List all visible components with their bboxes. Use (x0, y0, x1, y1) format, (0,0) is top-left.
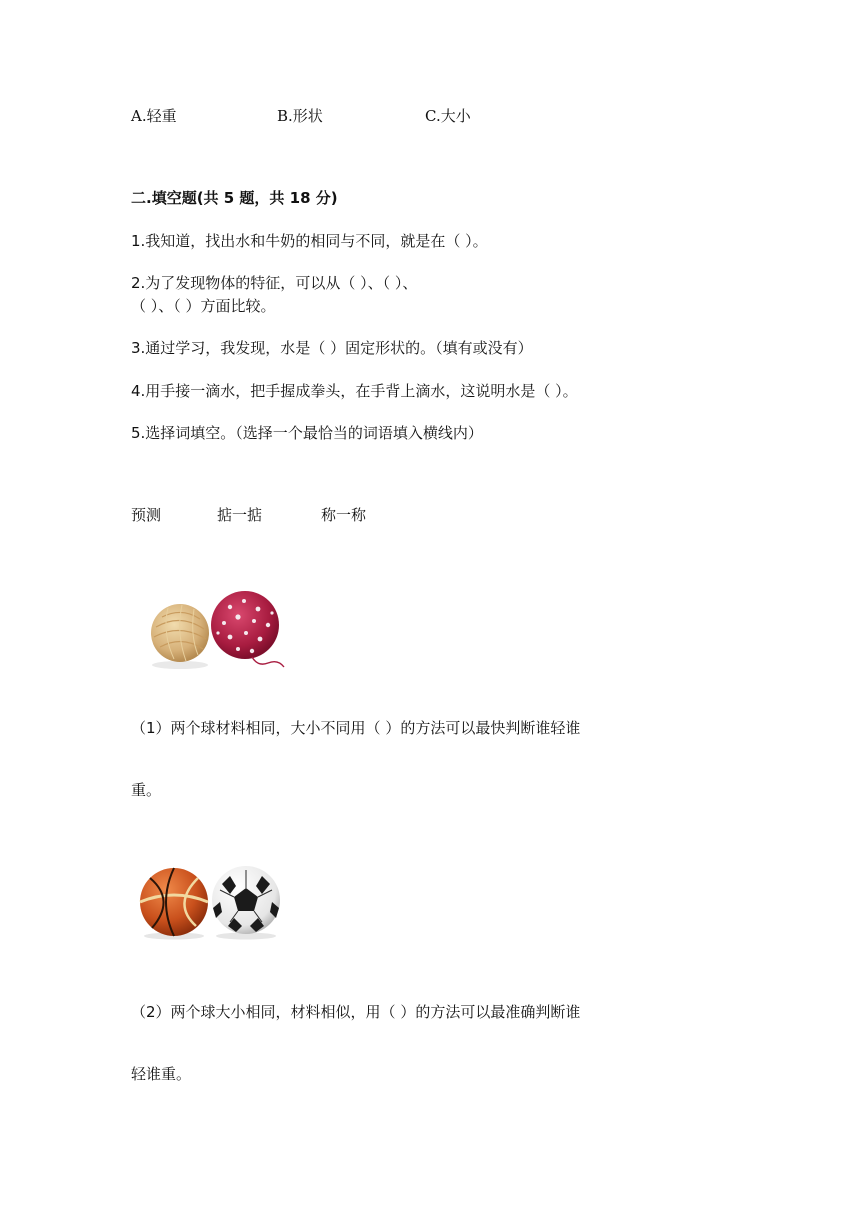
option-b: B.形状 (277, 107, 323, 125)
sub-question-1-line-2: 重。 (131, 781, 162, 799)
question-2-line-1: 2.为了发现物体的特征，可以从（ ）、（ ）、 (131, 274, 418, 292)
question-1: 1.我知道，找出水和牛奶的相同与不同，就是在（ ）。 (131, 232, 488, 250)
basketball-soccer-ball-icon (136, 864, 282, 940)
option-a: A.轻重 (131, 107, 177, 125)
word-choice-heft: 掂一掂 (217, 506, 263, 524)
question-3: 3.通过学习，我发现，水是（ ）固定形状的。（填有或没有） (131, 339, 533, 357)
word-choice-weigh: 称一称 (321, 506, 367, 524)
question-4: 4.用手接一滴水，把手握成拳头，在手背上滴水，这说明水是（ ）。 (131, 382, 578, 400)
word-choice-predict: 预测 (131, 506, 162, 524)
sub-question-2-line-2: 轻谁重。 (131, 1065, 192, 1083)
option-c: C.大小 (425, 107, 471, 125)
sub-question-1-line-1: （1）两个球材料相同，大小不同用（ ）的方法可以最快判断谁轻谁 (131, 719, 581, 737)
sub-question-2-line-1: （2）两个球大小相同，材料相似，用（ ）的方法可以最准确判断谁 (131, 1003, 581, 1021)
yarn-balls-icon (148, 583, 288, 673)
question-2-line-2: （ ）、（ ）方面比较。 (131, 297, 276, 315)
section-title: 二.填空题(共 5 题，共 18 分) (131, 189, 338, 207)
question-5: 5.选择词填空。（选择一个最恰当的词语填入横线内） (131, 424, 483, 442)
